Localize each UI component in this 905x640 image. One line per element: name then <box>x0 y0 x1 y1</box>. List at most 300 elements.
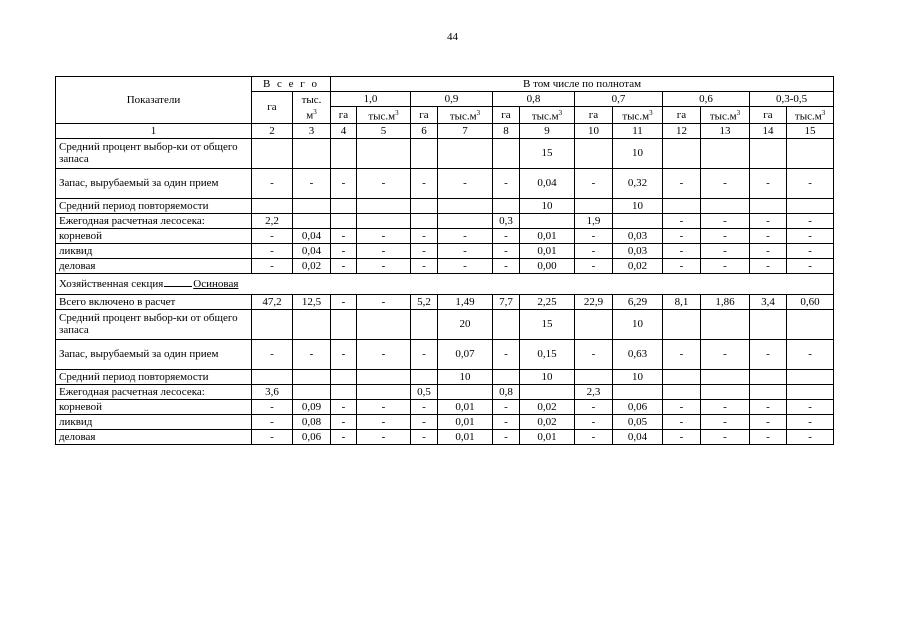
table-cell: - <box>663 228 701 243</box>
table-cell: - <box>575 228 613 243</box>
table-cell: 0,32 <box>613 168 663 198</box>
table-cell: - <box>493 258 520 273</box>
table-cell: - <box>787 168 834 198</box>
density-0-6: 0,6 <box>663 92 750 107</box>
subheader-volume-text: тыс.м <box>368 110 396 123</box>
table-cell <box>293 213 331 228</box>
table-cell <box>575 309 613 339</box>
table-cell: - <box>750 429 787 444</box>
table-cell: - <box>331 243 357 258</box>
subheader-ha: га <box>493 107 520 124</box>
table-row <box>56 414 834 429</box>
table-cell <box>750 369 787 384</box>
page-number: 44 <box>447 31 458 43</box>
table-cell: 15 <box>520 309 575 339</box>
subheader-ha: га <box>331 107 357 124</box>
row-label: ликвид <box>56 243 252 258</box>
subheader-volume <box>613 107 663 124</box>
table-row <box>56 228 834 243</box>
table-cell: 2,3 <box>575 384 613 399</box>
table-cell: - <box>787 339 834 369</box>
table-cell <box>411 198 438 213</box>
table-cell: - <box>750 339 787 369</box>
table-cell: - <box>787 399 834 414</box>
table-row <box>56 429 834 444</box>
subheader-volume <box>357 107 411 124</box>
table-cell: - <box>701 168 750 198</box>
subheader-ha: га <box>663 107 701 124</box>
table-cell: 0,5 <box>411 384 438 399</box>
table-row <box>56 213 834 228</box>
table-cell: - <box>411 399 438 414</box>
table-cell: - <box>438 228 493 243</box>
table-cell: 0,63 <box>613 339 663 369</box>
table-cell <box>575 138 613 168</box>
table-cell: - <box>357 429 411 444</box>
table-cell: - <box>331 399 357 414</box>
subheader-volume-text: тыс.м <box>794 110 822 123</box>
table-row <box>56 309 834 339</box>
header-volume-top: тыс. <box>301 93 322 106</box>
row-label: Средний период повторяемости <box>56 198 252 213</box>
table-cell: - <box>750 414 787 429</box>
table-cell: 22,9 <box>575 294 613 309</box>
table-cell: - <box>252 243 293 258</box>
header-volume-sup: 3 <box>313 107 317 116</box>
table-cell <box>357 138 411 168</box>
table-cell <box>663 198 701 213</box>
table-row <box>56 384 834 399</box>
section-underline <box>164 277 192 287</box>
table-cell: - <box>357 228 411 243</box>
table-cell <box>750 384 787 399</box>
table-cell: 10 <box>613 309 663 339</box>
table-cell <box>331 309 357 339</box>
table-cell: - <box>331 414 357 429</box>
column-number: 2 <box>252 123 293 138</box>
table-cell: - <box>252 258 293 273</box>
table-cell: - <box>750 228 787 243</box>
table-cell: - <box>663 414 701 429</box>
table-row <box>56 168 834 198</box>
table-row <box>56 369 834 384</box>
table-cell: - <box>411 429 438 444</box>
table-cell <box>750 198 787 213</box>
table-cell <box>293 198 331 213</box>
table-cell: - <box>750 168 787 198</box>
section-row <box>56 273 834 294</box>
table-cell: - <box>663 399 701 414</box>
table-cell: - <box>575 258 613 273</box>
row-label: Ежегодная расчетная лесосека: <box>56 213 252 228</box>
table-cell <box>787 138 834 168</box>
table-row <box>56 243 834 258</box>
table-cell <box>331 138 357 168</box>
table-cell: - <box>701 228 750 243</box>
table-cell: - <box>331 258 357 273</box>
subheader-volume-sup: 3 <box>821 109 826 117</box>
table-cell: - <box>663 429 701 444</box>
table-cell: - <box>750 258 787 273</box>
table-cell: 0,02 <box>520 414 575 429</box>
table-cell: - <box>252 168 293 198</box>
table-cell <box>787 384 834 399</box>
table-cell: 0,07 <box>438 339 493 369</box>
table-row <box>56 198 834 213</box>
table-cell: 0,8 <box>493 384 520 399</box>
table-cell: - <box>575 339 613 369</box>
table-cell <box>438 198 493 213</box>
table-cell <box>293 309 331 339</box>
header-total: В с е г о <box>252 77 331 92</box>
table-cell <box>787 309 834 339</box>
subheader-volume <box>438 107 493 124</box>
table-row <box>56 294 834 309</box>
table-cell: 1,86 <box>701 294 750 309</box>
table-cell: - <box>411 243 438 258</box>
table-cell: - <box>411 228 438 243</box>
table-cell: - <box>701 258 750 273</box>
subheader-volume-sup: 3 <box>558 109 563 117</box>
table-cell <box>438 384 493 399</box>
table-cell: - <box>293 168 331 198</box>
table-row <box>56 258 834 273</box>
density-0-3-0-5: 0,3-0,5 <box>750 92 834 107</box>
table-cell: - <box>787 414 834 429</box>
table-cell: 6,29 <box>613 294 663 309</box>
table-cell: - <box>357 168 411 198</box>
table-cell: - <box>493 243 520 258</box>
table-cell <box>252 369 293 384</box>
subheader-volume-text: тыс.м <box>622 110 650 123</box>
table-cell: - <box>750 243 787 258</box>
row-label: корневой <box>56 228 252 243</box>
table-cell: - <box>701 414 750 429</box>
table-cell <box>701 384 750 399</box>
row-label: Ежегодная расчетная лесосека: <box>56 384 252 399</box>
table-cell: - <box>293 339 331 369</box>
table-cell: 0,00 <box>520 258 575 273</box>
table-cell: 0,05 <box>613 414 663 429</box>
table-cell <box>438 138 493 168</box>
table-cell: 0,03 <box>613 228 663 243</box>
table-cell <box>357 198 411 213</box>
column-number: 12 <box>663 123 701 138</box>
table-cell: - <box>575 168 613 198</box>
table-cell: - <box>493 168 520 198</box>
table-cell <box>252 138 293 168</box>
table-cell: - <box>701 243 750 258</box>
table-cell: - <box>357 399 411 414</box>
table-cell: - <box>411 339 438 369</box>
subheader-volume-text: тыс.м <box>449 110 477 123</box>
table-cell: - <box>331 168 357 198</box>
table-cell: 10 <box>613 138 663 168</box>
row-label: Средний процент выбор-ки от общего запаса <box>56 309 252 339</box>
table-cell: 20 <box>438 309 493 339</box>
table-cell <box>331 213 357 228</box>
table-cell <box>750 138 787 168</box>
table-cell: - <box>787 258 834 273</box>
table-cell: 0,06 <box>613 399 663 414</box>
density-0-7: 0,7 <box>575 92 663 107</box>
table-cell: - <box>357 414 411 429</box>
table-cell <box>575 369 613 384</box>
table-cell: 2,25 <box>520 294 575 309</box>
table-cell <box>438 213 493 228</box>
table-cell: 0,03 <box>613 243 663 258</box>
subheader-volume-sup: 3 <box>649 109 653 117</box>
table-cell: - <box>411 168 438 198</box>
table-cell: - <box>575 414 613 429</box>
row-label: корневой <box>56 399 252 414</box>
table-cell: - <box>357 294 411 309</box>
table-cell: - <box>331 294 357 309</box>
table-cell: 10 <box>613 198 663 213</box>
table-cell: 0,01 <box>520 243 575 258</box>
table-cell <box>613 384 663 399</box>
header-indicators: Показатели <box>56 77 252 124</box>
table-cell <box>493 198 520 213</box>
table-cell: - <box>663 213 701 228</box>
table-cell <box>701 138 750 168</box>
table-cell <box>493 309 520 339</box>
table-cell <box>750 309 787 339</box>
subheader-volume <box>520 107 575 124</box>
row-label: Запас, вырубаемый за один прием <box>56 339 252 369</box>
table-cell <box>411 369 438 384</box>
table-cell <box>663 309 701 339</box>
table-cell: - <box>493 414 520 429</box>
table-cell: 0,04 <box>293 243 331 258</box>
column-number: 6 <box>411 123 438 138</box>
row-label: Средний процент выбор-ки от общего запаса <box>56 138 252 168</box>
table-cell: 0,09 <box>293 399 331 414</box>
column-number: 7 <box>438 123 493 138</box>
row-label: Всего включено в расчет <box>56 294 252 309</box>
column-number: 9 <box>520 123 575 138</box>
table-cell <box>357 213 411 228</box>
table-cell: 0,15 <box>520 339 575 369</box>
table-cell: 0,04 <box>613 429 663 444</box>
table-cell: - <box>663 168 701 198</box>
table-cell: 0,60 <box>787 294 834 309</box>
table-cell: 0,04 <box>293 228 331 243</box>
table-cell <box>701 309 750 339</box>
table-cell: - <box>787 243 834 258</box>
row-label: деловая <box>56 429 252 444</box>
row-label: Средний период повторяемости <box>56 369 252 384</box>
table-cell: - <box>701 339 750 369</box>
table-cell: 15 <box>520 138 575 168</box>
table-cell: - <box>663 339 701 369</box>
density-0-8: 0,8 <box>493 92 575 107</box>
table-cell: 0,02 <box>293 258 331 273</box>
table-cell: 12,5 <box>293 294 331 309</box>
table-cell: 0,06 <box>293 429 331 444</box>
table-cell <box>357 369 411 384</box>
table-cell: 0,02 <box>520 399 575 414</box>
subheader-volume <box>701 107 750 124</box>
table-cell: - <box>701 213 750 228</box>
table-cell: 0,01 <box>520 429 575 444</box>
table-cell: 0,3 <box>493 213 520 228</box>
row-label: деловая <box>56 258 252 273</box>
table-cell: 7,7 <box>493 294 520 309</box>
table-cell: - <box>357 243 411 258</box>
table-cell: 0,08 <box>293 414 331 429</box>
subheader-ha: га <box>750 107 787 124</box>
section-value: Осиновая <box>193 278 239 291</box>
table-cell: - <box>663 258 701 273</box>
table-cell: - <box>252 399 293 414</box>
table-cell: - <box>787 429 834 444</box>
column-number: 15 <box>787 123 834 138</box>
table-cell: 0,01 <box>438 429 493 444</box>
table-cell <box>701 198 750 213</box>
table-cell <box>493 369 520 384</box>
table-cell: - <box>701 429 750 444</box>
table-cell: - <box>493 399 520 414</box>
table-cell <box>293 384 331 399</box>
density-0-9: 0,9 <box>411 92 493 107</box>
table-cell: 3,6 <box>252 384 293 399</box>
table-cell <box>293 369 331 384</box>
table-cell: - <box>575 243 613 258</box>
table-cell: - <box>438 243 493 258</box>
header-total-ha: га <box>252 92 293 124</box>
column-number: 1 <box>56 123 252 138</box>
section-title <box>56 273 834 294</box>
table-cell <box>701 369 750 384</box>
table-cell: - <box>493 429 520 444</box>
table-cell: - <box>357 258 411 273</box>
table-cell: - <box>750 213 787 228</box>
table-cell: - <box>331 228 357 243</box>
subheader-ha: га <box>575 107 613 124</box>
table-row <box>56 339 834 369</box>
subheader-ha: га <box>411 107 438 124</box>
table-cell: - <box>252 414 293 429</box>
header-volume-unit: м <box>306 109 314 122</box>
table-cell: 5,2 <box>411 294 438 309</box>
table-cell: 0,02 <box>613 258 663 273</box>
density-1-0: 1,0 <box>331 92 411 107</box>
row-label: Запас, вырубаемый за один прием <box>56 168 252 198</box>
table-cell: 8,1 <box>663 294 701 309</box>
column-number: 4 <box>331 123 357 138</box>
table-cell <box>252 198 293 213</box>
table-cell: - <box>438 258 493 273</box>
table-cell <box>520 213 575 228</box>
column-number: 3 <box>293 123 331 138</box>
subheader-volume-text: тыс.м <box>709 110 737 123</box>
table-cell <box>663 384 701 399</box>
table-cell <box>575 198 613 213</box>
table-cell: - <box>252 339 293 369</box>
subheader-volume <box>787 107 834 124</box>
table-cell <box>663 369 701 384</box>
column-number: 14 <box>750 123 787 138</box>
table-cell: - <box>750 399 787 414</box>
column-number: 11 <box>613 123 663 138</box>
subheader-volume-text: тыс.м <box>531 110 559 123</box>
table-cell: 0,04 <box>520 168 575 198</box>
section-label: Хозяйственная секция <box>59 278 164 291</box>
table-cell <box>293 138 331 168</box>
table-cell <box>357 309 411 339</box>
table-cell <box>331 369 357 384</box>
header-including: В том числе по полнотам <box>331 77 834 92</box>
table-cell <box>787 369 834 384</box>
table-cell <box>411 138 438 168</box>
table-row <box>56 138 834 168</box>
table-cell: 0,01 <box>438 414 493 429</box>
table-cell <box>357 384 411 399</box>
subheader-volume-sup: 3 <box>736 109 741 117</box>
table-cell <box>331 198 357 213</box>
table-cell: - <box>787 213 834 228</box>
column-number: 5 <box>357 123 411 138</box>
table-cell: - <box>357 339 411 369</box>
table-cell: - <box>411 258 438 273</box>
table-cell: - <box>252 228 293 243</box>
table-cell: - <box>411 414 438 429</box>
table-cell: 10 <box>520 369 575 384</box>
table-cell: - <box>493 228 520 243</box>
table-cell: - <box>663 243 701 258</box>
table-cell <box>613 213 663 228</box>
table-cell: 0,01 <box>520 228 575 243</box>
subheader-volume-sup: 3 <box>395 109 399 117</box>
column-number: 13 <box>701 123 750 138</box>
table-cell: - <box>787 228 834 243</box>
column-number: 10 <box>575 123 613 138</box>
row-label: ликвид <box>56 414 252 429</box>
table-cell: 10 <box>613 369 663 384</box>
table-cell: - <box>493 339 520 369</box>
table-cell: - <box>252 429 293 444</box>
table-cell <box>787 198 834 213</box>
table-cell <box>493 138 520 168</box>
table-cell <box>411 309 438 339</box>
header-total-volume <box>293 92 331 124</box>
table-cell: - <box>575 429 613 444</box>
table-cell <box>331 384 357 399</box>
table-cell: 1,49 <box>438 294 493 309</box>
table-cell: 0,01 <box>438 399 493 414</box>
table-cell: 10 <box>520 198 575 213</box>
table-cell: 47,2 <box>252 294 293 309</box>
table-row <box>56 399 834 414</box>
column-number: 8 <box>493 123 520 138</box>
table-cell <box>520 384 575 399</box>
table-cell: 10 <box>438 369 493 384</box>
table-cell: - <box>438 168 493 198</box>
table-cell: - <box>331 339 357 369</box>
table-cell <box>252 309 293 339</box>
table-cell: - <box>575 399 613 414</box>
table-cell: 3,4 <box>750 294 787 309</box>
table-cell: - <box>331 429 357 444</box>
table-cell: 2,2 <box>252 213 293 228</box>
subheader-volume-sup: 3 <box>476 109 481 117</box>
table-cell <box>411 213 438 228</box>
table-cell: 1,9 <box>575 213 613 228</box>
table-cell: - <box>701 399 750 414</box>
table-cell <box>663 138 701 168</box>
allowable-cut-table <box>55 76 834 445</box>
